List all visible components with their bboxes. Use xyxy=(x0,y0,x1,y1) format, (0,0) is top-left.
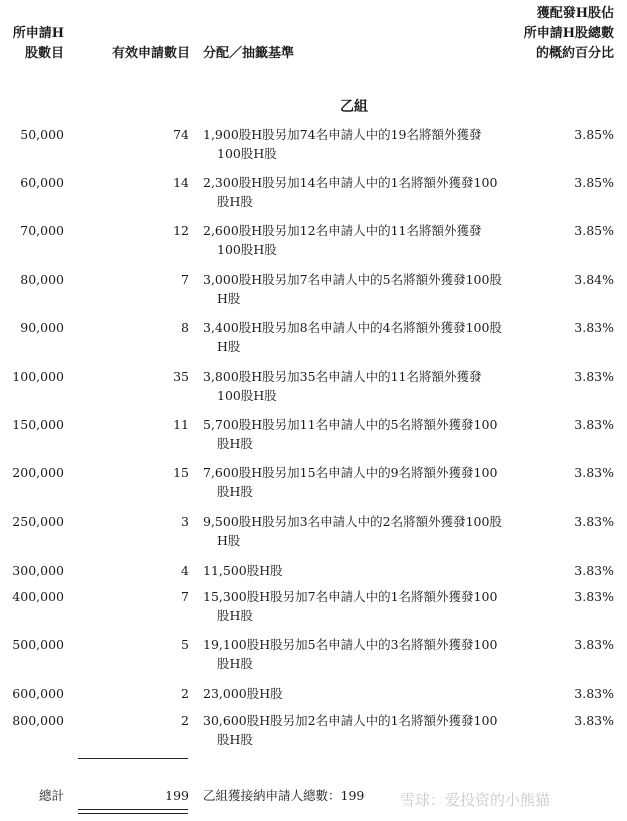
allocation-basis-cell xyxy=(203,125,503,163)
shares-applied-cell: 800,000 xyxy=(12,713,64,728)
allocation-basis-text: 9,500股H股另加3名申請人中的2名將額外獲發100股H股 xyxy=(203,514,502,548)
allocation-basis-cell xyxy=(203,221,503,259)
approx-percentage-cell: 3.84% xyxy=(574,272,614,287)
allocation-basis-text: 30,600股H股另加2名申請人中的1名將額外獲發100股H股 xyxy=(203,713,498,747)
allocation-basis-cell xyxy=(203,270,503,308)
valid-applications-cell: 15 xyxy=(173,465,189,480)
allocation-basis-text: 3,400股H股另加8名申請人中的4名將額外獲發100股H股 xyxy=(203,320,502,354)
approx-percentage-cell: 3.83% xyxy=(574,637,614,652)
valid-applications-cell: 2 xyxy=(181,713,189,728)
table-row xyxy=(0,173,627,217)
header-pct-line2: 所申請H股總數 xyxy=(523,26,614,41)
table-row xyxy=(0,367,627,411)
table-row xyxy=(0,221,627,265)
approx-percentage-cell: 3.85% xyxy=(574,223,614,238)
approx-percentage-cell: 3.83% xyxy=(574,369,614,384)
valid-applications-cell: 3 xyxy=(181,514,189,529)
shares-applied-cell: 70,000 xyxy=(20,223,64,238)
approx-percentage-cell: 3.85% xyxy=(574,127,614,142)
shares-applied-cell: 300,000 xyxy=(12,563,64,578)
allocation-basis-cell xyxy=(203,561,503,580)
allocation-basis-cell xyxy=(203,415,503,453)
header-shares-applied xyxy=(4,24,64,64)
total-count: 199 xyxy=(165,788,189,803)
approx-percentage-cell: 3.83% xyxy=(574,686,614,701)
allocation-basis-text: 19,100股H股另加5名申請人中的3名將額外獲發100股H股 xyxy=(203,637,498,671)
valid-applications-cell: 8 xyxy=(181,320,189,335)
valid-applications-cell: 7 xyxy=(181,589,189,604)
header-pct-line1: 獲配發H股佔 xyxy=(536,6,614,21)
allocation-basis-cell xyxy=(203,318,503,356)
allocation-basis-cell xyxy=(203,684,503,703)
shares-applied-cell: 60,000 xyxy=(20,175,64,190)
table-row xyxy=(0,711,627,755)
valid-applications-cell: 5 xyxy=(181,637,189,652)
approx-percentage-cell: 3.83% xyxy=(574,417,614,432)
shares-applied-cell: 50,000 xyxy=(20,127,64,142)
allocation-basis-text: 2,600股H股另加12名申請人中的11名將額外獲發100股H股 xyxy=(203,223,482,257)
allocation-basis-text: 3,000股H股另加7名申請人中的5名將額外獲發100股H股 xyxy=(203,272,502,306)
valid-applications-cell: 14 xyxy=(173,175,189,190)
valid-applications-cell: 2 xyxy=(181,686,189,701)
allocation-basis-text: 7,600股H股另加15名申請人中的9名將額外獲發100股H股 xyxy=(203,465,498,499)
approx-percentage-cell: 3.83% xyxy=(574,514,614,529)
approx-percentage-cell: 3.83% xyxy=(574,465,614,480)
table-row xyxy=(0,415,627,459)
table-row xyxy=(0,635,627,679)
valid-applications-cell: 4 xyxy=(181,563,189,578)
shares-applied-cell: 400,000 xyxy=(12,589,64,604)
allocation-basis-text: 15,300股H股另加7名申請人中的1名將額外獲發100股H股 xyxy=(203,589,498,623)
header-pct-line3: 的概約百分比 xyxy=(535,46,614,61)
shares-applied-cell: 80,000 xyxy=(20,272,64,287)
table-row xyxy=(0,587,627,631)
allocation-basis-cell xyxy=(203,367,503,405)
header-shares-line2: 股數目 xyxy=(24,46,64,61)
allocation-basis-cell xyxy=(203,711,503,749)
allocation-basis-text: 5,700股H股另加11名申請人中的5名將額外獲發100股H股 xyxy=(203,417,498,451)
allocation-basis-cell xyxy=(203,463,503,501)
table-row xyxy=(0,318,627,362)
group-title: 乙組 xyxy=(340,99,368,115)
valid-applications-cell: 74 xyxy=(173,127,189,142)
valid-applications-cell: 12 xyxy=(173,223,189,238)
allocation-basis-text: 2,300股H股另加14名申請人中的1名將額外獲發100股H股 xyxy=(203,175,498,209)
table-row xyxy=(0,463,627,507)
header-valid-applications: 有效申請數目 xyxy=(111,46,190,61)
allocation-basis-cell xyxy=(203,512,503,550)
table-row xyxy=(0,512,627,556)
table-row xyxy=(0,270,627,314)
allocation-basis-cell xyxy=(203,587,503,625)
valid-applications-cell: 35 xyxy=(173,369,189,384)
subtotal-rule xyxy=(78,758,188,759)
shares-applied-cell: 500,000 xyxy=(12,637,64,652)
shares-applied-cell: 250,000 xyxy=(12,514,64,529)
shares-applied-cell: 100,000 xyxy=(12,369,64,384)
shares-applied-cell: 600,000 xyxy=(12,686,64,701)
header-shares-line1: 所申請H xyxy=(12,26,64,41)
allocation-basis-cell xyxy=(203,173,503,211)
valid-applications-cell: 11 xyxy=(173,417,189,432)
header-allocation-basis: 分配／抽籤基準 xyxy=(203,46,295,61)
allocation-basis-text: 11,500股H股 xyxy=(203,563,283,578)
allocation-basis-text: 3,800股H股另加35名申請人中的11名將額外獲發100股H股 xyxy=(203,369,482,403)
approx-percentage-cell: 3.85% xyxy=(574,175,614,190)
approx-percentage-cell: 3.83% xyxy=(574,589,614,604)
allocation-basis-text: 23,000股H股 xyxy=(203,686,283,701)
allocation-basis-text: 1,900股H股另加74名申請人中的19名將額外獲發100股H股 xyxy=(203,127,482,161)
table-row xyxy=(0,125,627,169)
approx-percentage-cell: 3.83% xyxy=(574,320,614,335)
total-double-rule xyxy=(78,809,188,814)
approx-percentage-cell: 3.83% xyxy=(574,713,614,728)
approx-percentage-cell: 3.83% xyxy=(574,563,614,578)
allocation-basis-cell xyxy=(203,635,503,673)
total-label: 總計 xyxy=(38,788,64,803)
watermark: 雪球：爱投资的小熊猫 xyxy=(400,791,551,809)
valid-applications-cell: 7 xyxy=(181,272,189,287)
shares-applied-cell: 200,000 xyxy=(12,465,64,480)
total-note: 乙組獲接納申請人總數：199 xyxy=(203,788,365,803)
header-approx-percentage xyxy=(480,4,614,64)
shares-applied-cell: 90,000 xyxy=(20,320,64,335)
shares-applied-cell: 150,000 xyxy=(12,417,64,432)
